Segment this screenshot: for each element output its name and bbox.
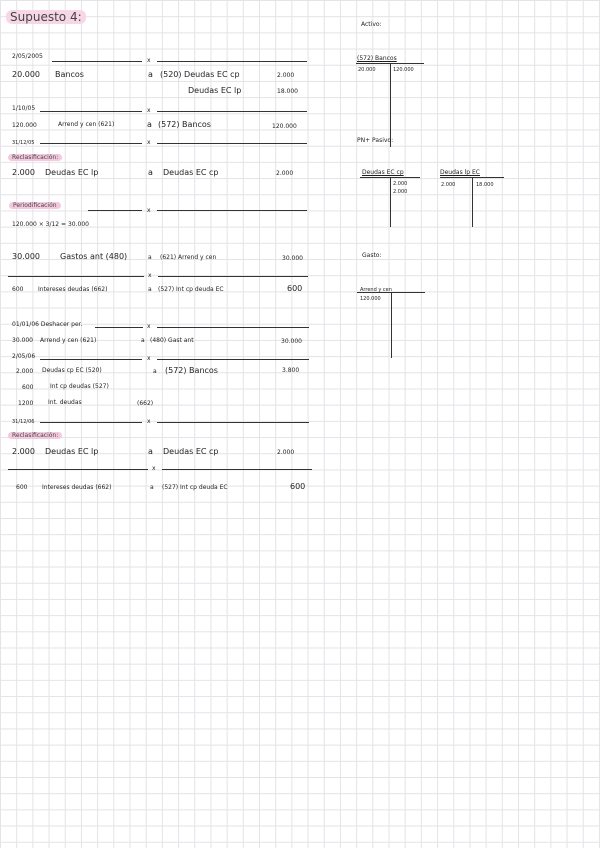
- page-title: Supuesto 4:: [6, 12, 86, 22]
- section-heading-activo: Activo:: [361, 21, 382, 28]
- entry-account-code: (662): [137, 400, 154, 407]
- entry-debit-account: Int cp deudas (527): [50, 383, 109, 390]
- t-account-credit: 2.000: [393, 181, 408, 187]
- entry-separator: [52, 61, 142, 62]
- entry-separator: [40, 359, 142, 360]
- entry-credit-account: (527) Int cp deuda EC: [162, 484, 228, 491]
- entry-amount: 30.000: [12, 252, 40, 261]
- entry-date: 2/05/06: [12, 353, 36, 360]
- t-account-vline: [391, 292, 392, 358]
- entry-credit-amount: 2.000: [277, 449, 295, 456]
- entry-date: 01/01/06 Deshacer per.: [12, 321, 83, 328]
- entry-credit-amount: 600: [290, 482, 306, 491]
- x-mark: x: [147, 57, 151, 64]
- entry-a: a: [148, 168, 153, 177]
- t-account-title: Deudas lp EC: [440, 169, 480, 176]
- section-heading-gasto: Gasto:: [362, 252, 382, 259]
- entry-separator: [157, 422, 309, 423]
- t-account-debit: 120.000: [360, 296, 381, 302]
- entry-debit-account: Int. deudas: [48, 399, 82, 406]
- entry-separator: [8, 276, 144, 277]
- calculation: 120.000 × 3/12 = 30.000: [12, 221, 89, 228]
- x-mark: x: [147, 355, 151, 362]
- entry-debit-account: Deudas EC lp: [45, 168, 99, 177]
- entry-amount: 600: [16, 484, 28, 491]
- entry-debit-account: Intereses deudas (662): [42, 484, 112, 491]
- t-account-vline: [390, 63, 391, 147]
- entry-amount: 120.000: [12, 122, 37, 129]
- t-account-title: (572) Bancos: [357, 55, 397, 62]
- x-mark: x: [152, 465, 156, 472]
- entry-amount: 2.000: [12, 168, 35, 177]
- x-mark: x: [147, 207, 151, 214]
- entry-separator: [88, 210, 142, 211]
- entry-separator: [157, 143, 307, 144]
- section-heading-periodificacion: Periodificación: [9, 201, 61, 211]
- entry-separator: [157, 61, 307, 62]
- entry-credit-account: (621) Arrend y cen: [160, 254, 217, 261]
- entry-amount: 1200: [18, 400, 34, 407]
- entry-amount: 2.000: [12, 447, 35, 456]
- entry-credit-amount: 600: [287, 284, 303, 293]
- entry-separator: [40, 143, 142, 144]
- entry-amount: 600: [22, 384, 34, 391]
- x-mark: x: [147, 107, 151, 114]
- entry-debit-account: Deudas cp EC (520): [42, 367, 102, 374]
- entry-debit-account: Gastos ant (480): [60, 252, 128, 261]
- entry-amount: 20.000: [12, 70, 40, 79]
- entry-credit-account: (572) Bancos: [158, 120, 211, 129]
- x-mark: x: [147, 139, 151, 146]
- t-account-debit: 20.000: [358, 67, 376, 73]
- entry-separator: [8, 469, 148, 470]
- entry-credit-account: (520) Deudas EC cp: [160, 70, 240, 79]
- t-account-credit: 2.000: [393, 189, 408, 195]
- entry-credit-amount: 18.000: [277, 88, 298, 95]
- entry-a: a: [148, 447, 153, 456]
- t-account-title: Deudas EC cp: [362, 169, 404, 176]
- entry-separator: [157, 111, 307, 112]
- entry-credit-amount: 30.000: [282, 255, 303, 262]
- entry-separator: [157, 210, 307, 211]
- entry-separator: [158, 276, 308, 277]
- entry-date: 1/10/05: [12, 105, 36, 112]
- entry-separator: [95, 327, 143, 328]
- entry-date: 31/12/06: [12, 419, 35, 425]
- entry-separator: [40, 422, 142, 423]
- entry-credit-account: Deudas EC cp: [163, 447, 219, 456]
- entry-credit-amount: 120.000: [272, 123, 297, 130]
- entry-separator: [157, 327, 309, 328]
- section-heading-reclasificacion: Reclasificación:: [8, 153, 62, 163]
- entry-debit-account: Intereses deudas (662): [38, 286, 108, 293]
- entry-amount: 2.000: [16, 368, 34, 375]
- entry-credit-account: (572) Bancos: [165, 366, 218, 375]
- entry-date: 2/05/2005: [12, 53, 43, 60]
- entry-amount: 30.000: [12, 337, 33, 344]
- t-account-credit: 120.000: [393, 67, 414, 73]
- x-mark: x: [148, 272, 152, 279]
- entry-credit-amount: 3.800: [282, 367, 300, 374]
- entry-credit-account: Deudas EC lp: [188, 86, 242, 95]
- section-heading-reclasificacion: Reclasificación:: [8, 431, 62, 441]
- entry-separator: [162, 469, 312, 470]
- entry-a: a: [141, 337, 145, 344]
- entry-a: a: [153, 368, 157, 375]
- entry-a: a: [148, 286, 152, 293]
- entry-debit-account: Arrend y cen (621): [40, 337, 97, 344]
- t-account-debit: 2.000: [441, 182, 456, 188]
- t-account-vline: [390, 177, 391, 227]
- entry-separator: [40, 111, 142, 112]
- entry-a: a: [150, 484, 154, 491]
- entry-a: a: [148, 254, 152, 261]
- x-mark: x: [147, 323, 151, 330]
- entry-credit-account: Deudas EC cp: [163, 168, 219, 177]
- entry-debit-account: Bancos: [55, 70, 84, 79]
- entry-debit-account: Deudas EC lp: [45, 447, 99, 456]
- entry-credit-amount: 2.000: [277, 72, 295, 79]
- entry-a: a: [148, 70, 153, 79]
- entry-amount: 600: [12, 286, 24, 293]
- x-mark: x: [147, 418, 151, 425]
- entry-credit-account: (480) Gast ant: [150, 337, 194, 344]
- entry-separator: [157, 359, 309, 360]
- t-account-credit: 18.000: [476, 182, 494, 188]
- t-account-vline: [472, 177, 473, 227]
- entry-credit-amount: 30.000: [281, 338, 302, 345]
- t-account-title: Arrend y cen: [360, 287, 392, 293]
- entry-credit-account: (527) Int cp deuda EC: [158, 286, 224, 293]
- entry-date: 31/12/05: [12, 140, 35, 146]
- entry-debit-account: Arrend y cen (621): [58, 121, 115, 128]
- entry-a: a: [147, 120, 152, 129]
- section-heading-pn-pasivo: PN+ Pasivo:: [357, 137, 394, 144]
- entry-credit-amount: 2.000: [276, 170, 294, 177]
